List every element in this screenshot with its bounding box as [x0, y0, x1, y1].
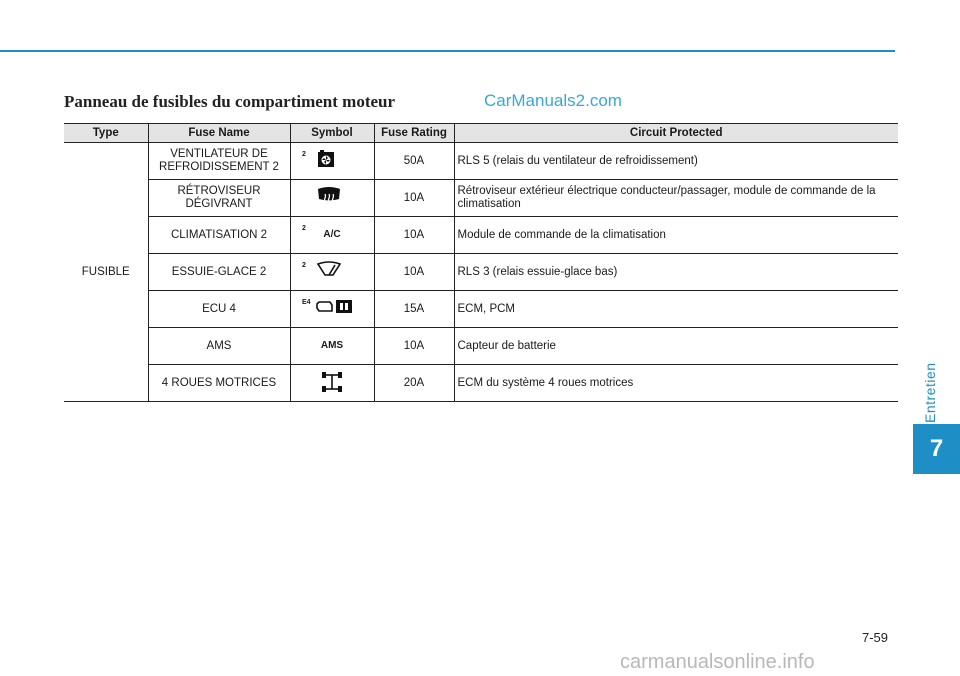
symbol-cell: [290, 217, 374, 254]
section-title: Panneau de fusibles du compartiment moteur: [64, 92, 396, 111]
table-row: [64, 328, 898, 365]
table-row: [64, 180, 898, 217]
header-fuse-rating: Fuse Rating: [374, 124, 454, 143]
ecu-icon: E4: [302, 294, 362, 320]
fuse-name-cell: CLIMATISATION 2: [148, 217, 290, 254]
table-row: [64, 143, 898, 180]
table-row: [64, 291, 898, 328]
symbol-cell: [290, 291, 374, 328]
four-wheel-drive-icon: [302, 368, 362, 394]
circuit-cell: Rétroviseur extérieur électrique conducteur/passager, module de commande de la climatisation: [454, 180, 898, 217]
symbol-cell: [290, 143, 374, 180]
bottom-watermark: carmanualsonline.info: [620, 651, 815, 673]
symbol-cell: [290, 180, 374, 217]
fuse-table: [64, 123, 898, 402]
fuse-rating-cell: 50A: [374, 143, 454, 180]
circuit-cell: RLS 3 (relais essuie-glace bas): [454, 254, 898, 291]
type-cell: FUSIBLE: [64, 143, 148, 402]
fuse-name-cell: AMS: [148, 328, 290, 365]
circuit-cell: ECM du système 4 roues motrices: [454, 365, 898, 402]
fuse-name-cell: 4 ROUES MOTRICES: [148, 365, 290, 402]
chapter-side-label: Entretien: [922, 362, 938, 424]
table-row: [64, 254, 898, 291]
fuse-rating-cell: 20A: [374, 365, 454, 402]
symbol-cell: [290, 365, 374, 402]
chapter-tab: 7: [913, 424, 960, 474]
header-symbol: Symbol: [290, 124, 374, 143]
header-circuit-protected: Circuit Protected: [454, 124, 898, 143]
fuse-rating-cell: 15A: [374, 291, 454, 328]
table-header-row: [64, 124, 898, 143]
ams-icon: AMS: [320, 340, 344, 351]
page-number: 7-59: [862, 630, 889, 645]
ac-icon: 2 A/C: [302, 225, 341, 240]
fuse-rating-cell: 10A: [374, 328, 454, 365]
symbol-cell: [290, 328, 374, 365]
circuit-cell: RLS 5 (relais du ventilateur de refroidissement): [454, 143, 898, 180]
header-type: Type: [64, 124, 148, 143]
circuit-cell: ECM, PCM: [454, 291, 898, 328]
circuit-cell: Capteur de batterie: [454, 328, 898, 365]
top-rule: [0, 50, 895, 52]
fuse-name-cell: RÉTROVISEUR DÉGIVRANT: [148, 180, 290, 217]
wiper-icon: 2: [302, 257, 362, 283]
circuit-cell: Module de commande de la climatisation: [454, 217, 898, 254]
mirror-defrost-icon: [302, 183, 362, 209]
fuse-name-cell: ESSUIE-GLACE 2: [148, 254, 290, 291]
fuse-rating-cell: 10A: [374, 254, 454, 291]
table-row: [64, 217, 898, 254]
fuse-rating-cell: 10A: [374, 217, 454, 254]
watermark: CarManuals2.com: [484, 91, 622, 110]
header-fuse-name: Fuse Name: [148, 124, 290, 143]
fuse-name-cell: VENTILATEUR DE REFROIDISSEMENT 2: [148, 143, 290, 180]
cooling-fan-icon: 2: [302, 146, 362, 172]
fuse-name-cell: ECU 4: [148, 291, 290, 328]
fuse-rating-cell: 10A: [374, 180, 454, 217]
symbol-cell: [290, 254, 374, 291]
table-row: [64, 365, 898, 402]
